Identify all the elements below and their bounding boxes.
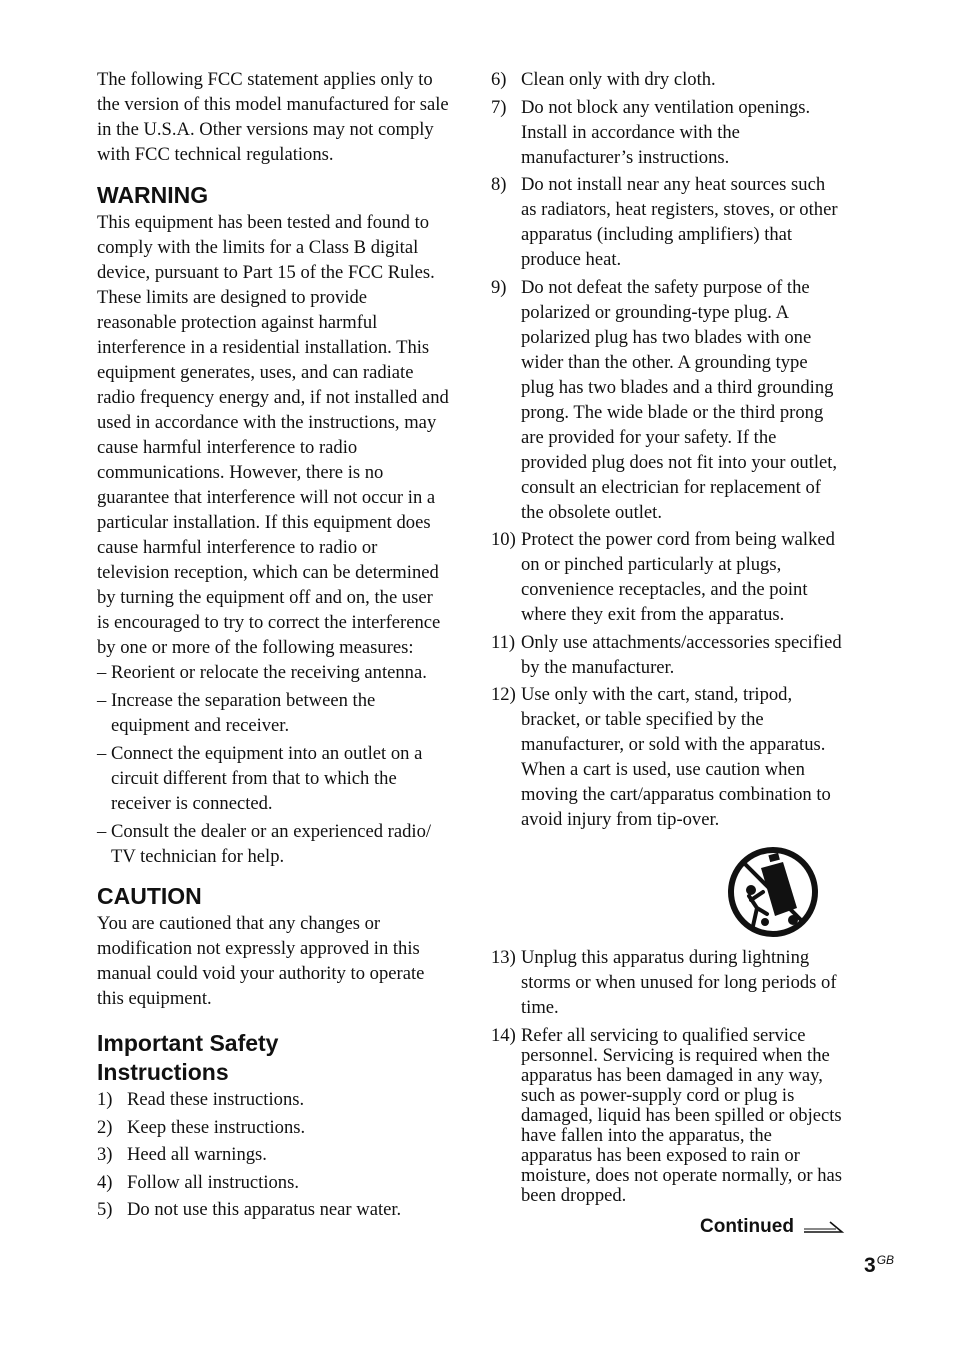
list-item (97, 1197, 449, 1222)
item-number: 12) (491, 684, 516, 705)
right-column (491, 67, 843, 1206)
item-number: 5) (97, 1199, 113, 1220)
continued-arrow-icon (802, 1219, 846, 1235)
item-number: 3) (97, 1144, 113, 1165)
list-item (491, 1026, 843, 1206)
measure-item: – Connect the equipment into an outlet on a circuit different from that to which the receiver is connected. (97, 743, 423, 814)
item-text: Do not defeat the safety purpose of the polarized or grounding-type plug. A polarized plug has two blades with one wider than the other. A grounding type plug has two blades and a third grounding prong. The wide blade or the third prong are provided for your safety. If the provided plug does not fit into your outlet, consult an electrician for replacement of the obsolete outlet. (521, 276, 838, 523)
list-item (491, 172, 843, 272)
warning-body: This equipment has been tested and found to comply with the limits for a Class B digital device, pursuant to Part 15 of the FCC Rules. These limits are designed to provide reasonable protection against harmful interference in a residential installation. This equipment generates, uses, and can radiate radio frequency energy and, if not installed and used in accordance with the instructions, may cause harmful interference to radio communications. However, there is no guarantee that interference will not occur in a particular installation. If this equipment does cause harmful interference to radio or television reception, which can be determined by turning the equipment off and on, the user is encouraged to try to correct the interference by one or more of the following measures: (97, 212, 449, 658)
list-item (97, 1142, 449, 1167)
cart-tip-over-warning-icon (727, 846, 819, 938)
page-suffix: GB (876, 1253, 895, 1267)
list-item (97, 1170, 449, 1195)
item-text: Follow all instructions. (127, 1171, 299, 1193)
caution-heading: CAUTION (97, 883, 202, 909)
measure-item: – Reorient or relocate the receiving antenna. (97, 662, 427, 683)
fcc-intro: The following FCC statement applies only to the version of this model manufactured for sale in the U.S.A. Other versions may not comply with FCC technical regulations. (97, 69, 449, 165)
left-column (97, 67, 449, 1222)
list-item (491, 67, 843, 92)
item-number: 4) (97, 1171, 113, 1193)
list-item (491, 95, 843, 170)
list-item (491, 682, 843, 832)
page-number (864, 1253, 894, 1278)
item-number: 14) (491, 1024, 516, 1046)
list-item (97, 1115, 449, 1140)
item-text: Do not install near any heat sources such as radiators, heat registers, stoves, or other apparatus (including amplifiers) that produce heat. (521, 174, 838, 270)
measure-item: – Increase the separation between the equipment and receiver. (97, 690, 376, 736)
safety-heading-line1: Important Safety (97, 1030, 279, 1056)
item-number: 1) (97, 1089, 113, 1110)
list-item (491, 945, 843, 1020)
warning-heading: WARNING (97, 182, 209, 208)
item-number: 7) (491, 96, 507, 118)
item-text: Refer all servicing to qualified service personnel. Servicing is required when the apparatus has been damaged in any way, such as power-supply cord or plug is damaged, liquid has been spilled or objects have fallen into the apparatus, the apparatus has been exposed to rain or moisture, does not operate normally, or has been dropped. (521, 1024, 843, 1206)
item-number: 2) (97, 1116, 113, 1138)
list-item (491, 630, 843, 680)
list-item (97, 1087, 449, 1112)
item-text: Do not block any ventilation openings. Install in accordance with the manufacturer’s instructions. (521, 96, 811, 168)
item-number: 9) (491, 276, 507, 298)
item-number: 13) (491, 946, 516, 968)
measure-item: – Consult the dealer or an experienced radio/ TV technician for help. (97, 821, 432, 867)
item-text: Keep these instructions. (127, 1116, 306, 1138)
list-item (491, 275, 843, 525)
measures-list (97, 660, 449, 869)
safety-heading-line2: Instructions (97, 1059, 229, 1085)
item-text: Heed all warnings. (127, 1144, 267, 1165)
item-number: 11) (491, 631, 516, 653)
item-text: Read these instructions. (127, 1089, 305, 1110)
item-text: Protect the power cord from being walked on or pinched particularly at plugs, convenience receptacles, and the point where they exit from the apparatus. (521, 529, 835, 625)
item-text: Clean only with dry cloth. (521, 69, 716, 90)
list-item (491, 527, 843, 627)
page-number-value: 3 (864, 1254, 876, 1277)
safety-list-left (97, 1087, 449, 1222)
item-text: Do not use this apparatus near water. (127, 1199, 402, 1220)
item-number: 8) (491, 174, 507, 195)
item-text: Unplug this apparatus during lightning storms or when unused for long periods of time. (521, 946, 837, 1018)
item-text: Only use attachments/accessories specified by the manufacturer. (521, 631, 842, 678)
continued-indicator (700, 1216, 846, 1238)
safety-heading (97, 1029, 449, 1087)
item-number: 6) (491, 69, 507, 90)
item-number: 10) (491, 529, 516, 550)
caution-body: You are cautioned that any changes or modification not expressly approved in this manual could void your authority to operate this equipment. (97, 913, 425, 1009)
cart-symbol (491, 846, 843, 942)
item-text: Use only with the cart, stand, tripod, bracket, or table specified by the manufacturer, or sold with the apparatus. When a cart is used, use caution when moving the cart/apparatus combination to avoid injury from tip-over. (521, 684, 831, 830)
continued-label: Continued (700, 1216, 794, 1237)
